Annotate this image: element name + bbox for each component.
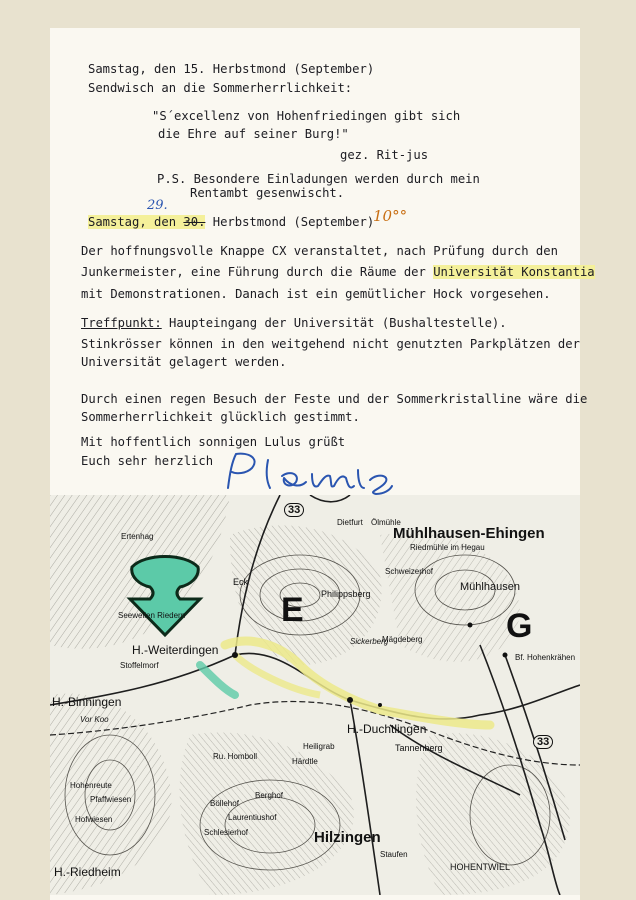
map-label-hardtle: Härdtle (292, 757, 318, 766)
postscript-line-2: Rentambt gesenwischt. (190, 186, 345, 200)
map-label-berghof: Berghof (255, 791, 284, 800)
meeting-line-3: Universität gelagert werden. (81, 355, 287, 369)
closing-line-4: Euch sehr herzlich (81, 454, 214, 468)
map-label-hohenkraehen: Bf. Hohenkrähen (515, 653, 576, 662)
map-label-stoffelmorf: Stoffelmorf (120, 661, 159, 670)
map-label-pfaffwiesen: Pfaffwiesen (90, 795, 132, 804)
map-label-duchtlingen: H.-Duchtlingen (347, 722, 427, 736)
meeting-place: Haupteingang der Universität (Bushaltestelle). (161, 316, 507, 330)
map-label-riedheim: H.-Riedheim (54, 865, 121, 879)
map-excerpt (50, 495, 580, 895)
map-label-heilighag: Heiligrab (303, 742, 335, 751)
time-note-handwritten: 10°° (373, 207, 408, 225)
map-label-eck: Eck (233, 577, 249, 587)
date-line-1: Samstag, den 15. Herbstmond (September) (88, 62, 375, 76)
map-label-boellehof: Böllehof (210, 799, 239, 808)
meeting-line-2: Stinkrösser können in den weitgehend nicht genutzten Parkplätzen der (81, 337, 580, 351)
date-struck: 30. (183, 215, 206, 229)
map-label-vor-koo: Vor Koo (80, 715, 109, 724)
paragraph-1-line-2 (81, 263, 595, 282)
p1-line2-a: Junkermeister, eine Führung durch die Räume der (81, 265, 434, 279)
map-label-big-e: E (281, 591, 304, 629)
map-label-big-g: G (506, 607, 533, 645)
map-label-binningen: H.-Binningen (52, 695, 122, 709)
map-label-tannenberg: Tannenberg (395, 743, 443, 753)
map-label-ertenhag: Ertenhag (121, 532, 154, 541)
map-label-hilzingen: Hilzingen (314, 829, 381, 846)
signed-by: gez. Rit-jus (340, 148, 429, 162)
map-label-muehlhausen-ehingen: Mühlhausen-Ehingen (393, 525, 545, 542)
map-label-homboll: Ru. Homboll (213, 752, 258, 761)
map-label-oelmuehle: Ölmühle (371, 518, 401, 527)
meeting-line-1 (81, 314, 507, 333)
map-label-maegdeberg: Mägdeberg (382, 635, 423, 644)
postscript-line-1: P.S. Besondere Einladungen werden durch mein (157, 172, 480, 186)
meeting-label: Treffpunkt: (81, 316, 162, 330)
map-label-sickerberg: Sickerberg (350, 637, 389, 646)
closing-line-2: Sommerherrlichkeit glücklich gestimmt. (81, 410, 360, 424)
map-label-hohenreute: Hohenreute (70, 781, 112, 790)
paragraph-1-line-3: mit Demonstrationen. Danach ist ein gemütlicher Hock vorgesehen. (81, 287, 551, 301)
date-prefix: Samstag, den (88, 215, 184, 229)
map-label-laurentiushof: Laurentiushof (228, 813, 277, 822)
paragraph-1-line-1: Der hoffnungsvolle Knappe CX veranstaltet, nach Prüfung durch den (81, 244, 558, 258)
map-label-dietfurt: Dietfurt (337, 518, 363, 527)
closing-line-3: Mit hoffentlich sonnigen Lulus grüßt (81, 435, 346, 449)
quote-line-1: "S´excellenz von Hohenfriedingen gibt sich (152, 109, 461, 123)
map-label-riedern: Seewellen Riedern (118, 611, 186, 620)
map-road-33-north: 33 (284, 503, 304, 517)
map-label-hofwiesen: Hofwiesen (75, 815, 113, 824)
map-road-33-east: 33 (533, 735, 553, 749)
map-label-hegau: Riedmühle im Hegau (410, 543, 485, 552)
recipient-line: Sendwisch an die Sommerherrlichkeit: (88, 81, 353, 95)
date-correction-handwritten: 29. (147, 198, 168, 213)
map-label-schweizerhof: Schweizerhof (385, 567, 434, 576)
map-label-schlesierhof: Schlesierhof (204, 828, 249, 837)
university-highlight: Universität Konstantia (433, 265, 595, 279)
date-suffix: Herbstmond (September) (205, 215, 375, 229)
map-label-hohentwiel: HOHENTWIEL (450, 862, 511, 872)
map-label-staufen: Staufen (380, 850, 408, 859)
closing-line-1: Durch einen regen Besuch der Feste und der Sommerkristalline wäre die (81, 392, 588, 406)
map-label-philippsberg: Philippsberg (321, 589, 371, 599)
quote-line-2: die Ehre auf seiner Burg!" (158, 127, 349, 141)
map-label-weiterdingen: H.-Weiterdingen (132, 643, 219, 657)
date-line-2 (88, 213, 374, 232)
map-label-muehlhausen: Mühlhausen (460, 581, 520, 593)
